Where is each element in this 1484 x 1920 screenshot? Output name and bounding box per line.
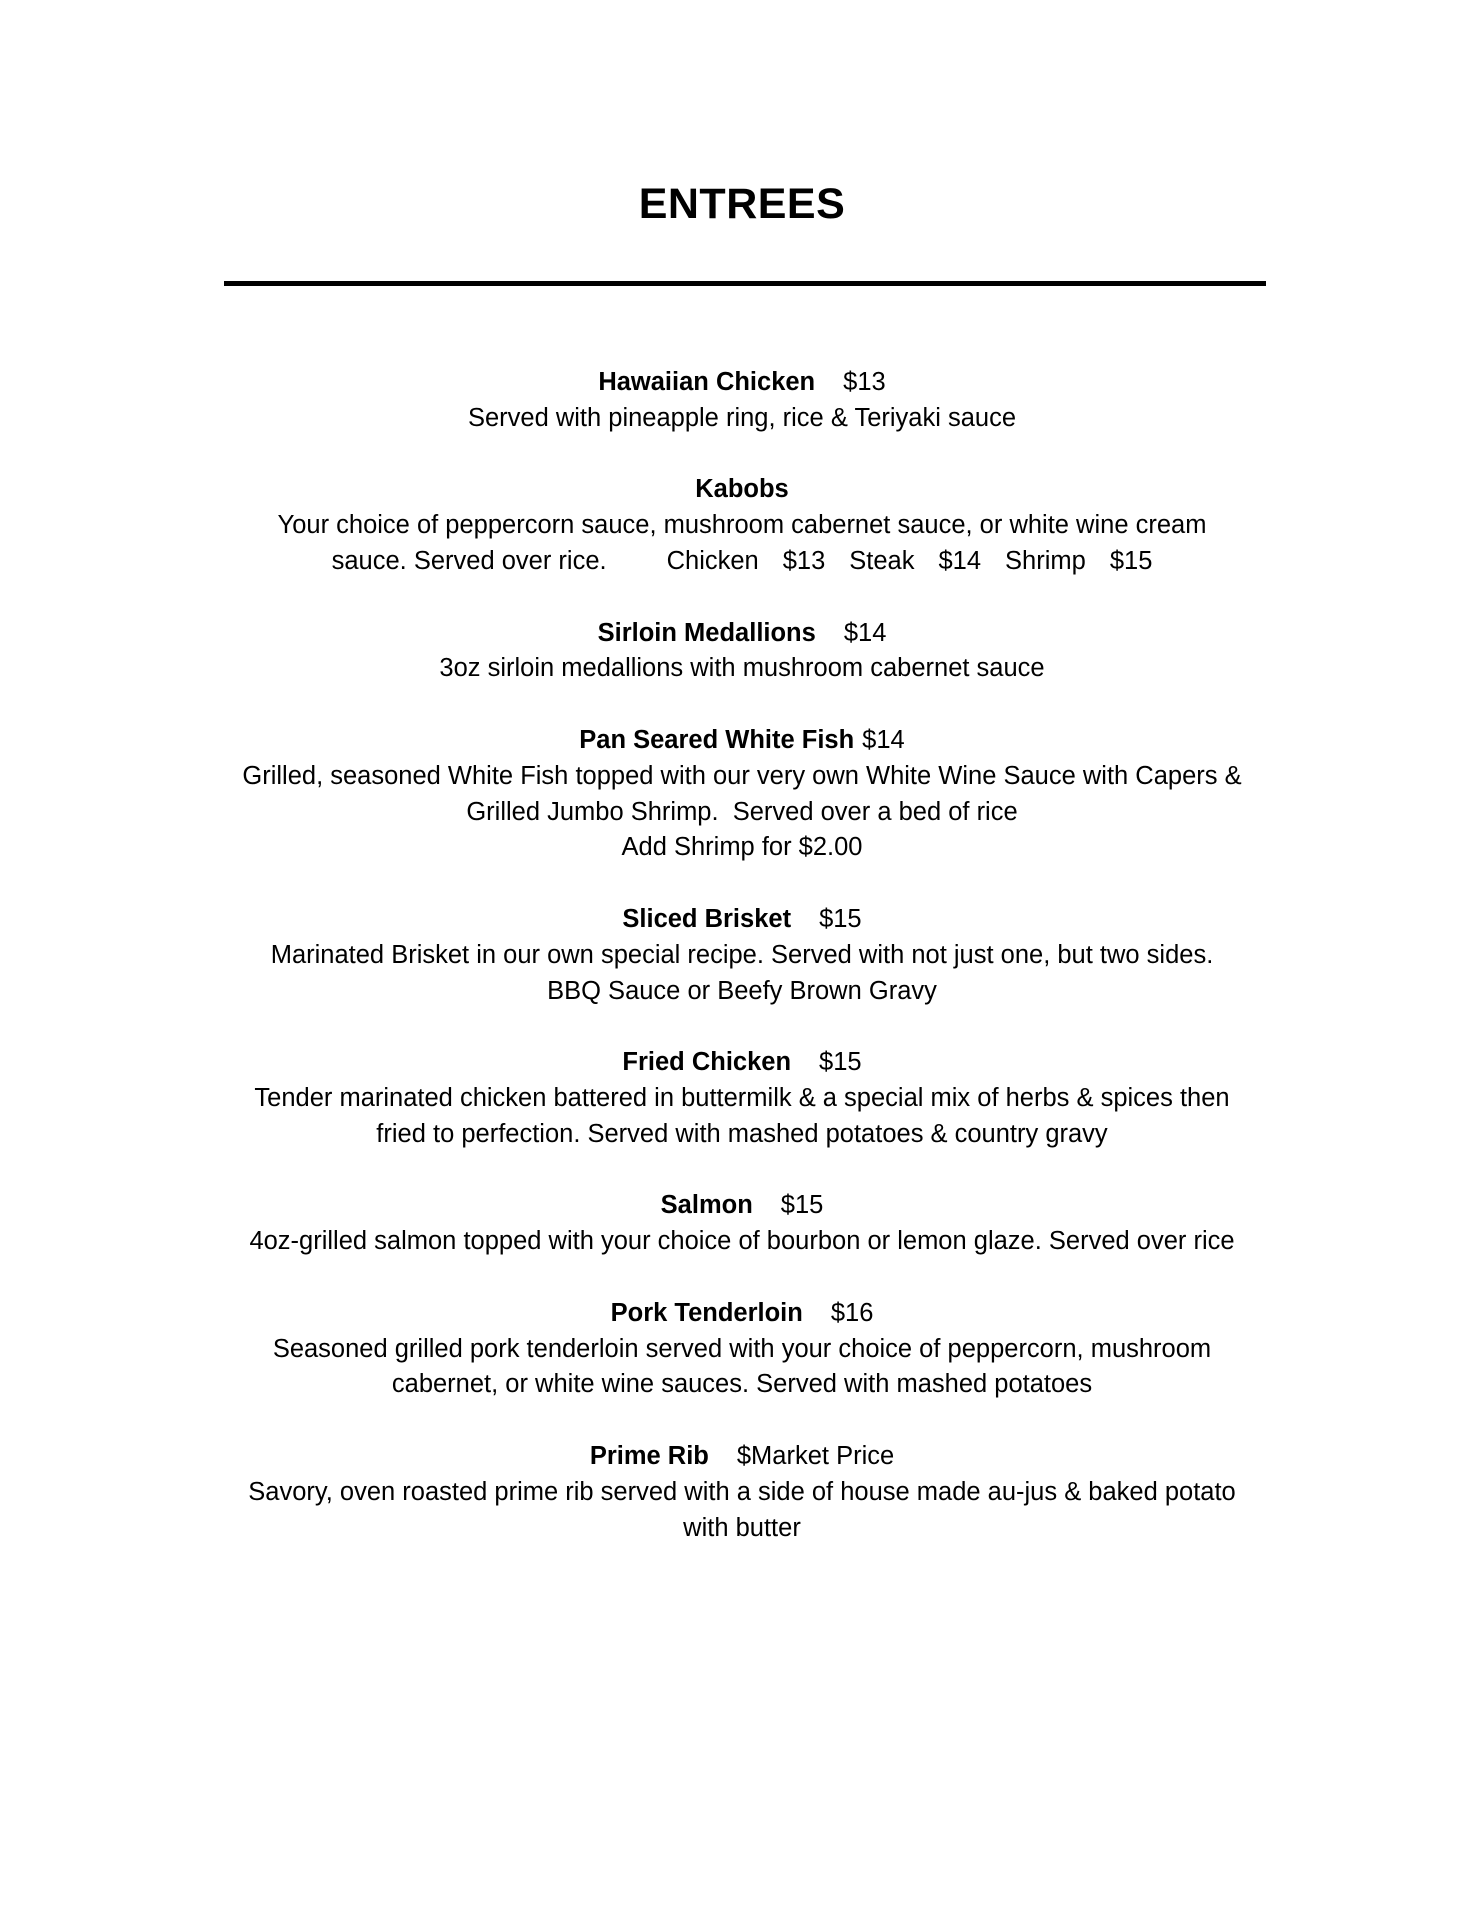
item-description: Marinated Brisket in our own special recipe. Served with not just one, but two sides. [270, 940, 1214, 969]
item-price: $15 [780, 1191, 824, 1220]
item-name: Pork Tenderloin [610, 1298, 803, 1327]
item-description: Savory, oven roasted prime rib served with a side of house made au-jus & baked potato [248, 1477, 1236, 1506]
item-description: with butter [683, 1513, 801, 1542]
item-description: cabernet, or white wine sauces. Served with mashed potatoes [391, 1370, 1093, 1399]
item-price: $15 [819, 1048, 862, 1077]
item-heading [200, 1045, 1284, 1081]
page-title: ENTREES [638, 180, 846, 228]
item-price: $13 [843, 368, 886, 396]
item-heading [200, 616, 1284, 652]
menu-item-sirloin-medallions [200, 616, 1284, 688]
title-underline [224, 281, 1266, 286]
item-description: Grilled, seasoned White Fish topped with our very own White Wine Sauce with Capers & [242, 761, 1242, 790]
item-name: Fried Chicken [622, 1048, 792, 1077]
option-label-chicken: Chicken [666, 546, 759, 575]
menu-item-prime-rib [200, 1439, 1284, 1546]
item-description: Grilled Jumbo Shrimp. Served over a bed of rice [466, 797, 1018, 826]
item-name: Sliced Brisket [622, 904, 792, 933]
item-name: Pan Seared White Fish [579, 725, 855, 754]
option-label-shrimp: Shrimp [1005, 546, 1086, 575]
menu-item-pan-seared-white-fish [200, 723, 1284, 866]
option-price-chicken: $13 [782, 546, 826, 575]
item-heading [200, 365, 1284, 401]
item-description: Seasoned grilled pork tenderloin served with your choice of peppercorn, mushroom [272, 1334, 1212, 1363]
item-heading [200, 1439, 1284, 1475]
item-addon: Add Shrimp for $2.00 [621, 833, 863, 862]
item-name: Hawaiian Chicken [598, 368, 816, 396]
menu-item-hawaiian-chicken [200, 365, 1284, 437]
item-heading [200, 902, 1284, 938]
item-price: $15 [819, 904, 862, 933]
item-name: Prime Rib [589, 1441, 709, 1470]
item-price: $14 [862, 725, 905, 754]
item-name: Kabobs [695, 475, 789, 504]
menu-item-pork-tenderloin [200, 1296, 1284, 1403]
item-heading [200, 1296, 1284, 1332]
option-label-steak: Steak [849, 546, 915, 575]
item-price: $16 [830, 1298, 874, 1327]
entree-list [200, 365, 1284, 1546]
item-description: sauce. Served over rice. [331, 546, 607, 575]
item-description: fried to perfection. Served with mashed potatoes & country gravy [376, 1119, 1108, 1148]
item-description: 3oz sirloin medallions with mushroom cabernet sauce [439, 654, 1045, 683]
item-description: Your choice of peppercorn sauce, mushroom cabernet sauce, or white wine cream [277, 511, 1207, 540]
item-heading [200, 1188, 1284, 1224]
item-description: Served with pineapple ring, rice & Teriyaki sauce [467, 403, 1017, 432]
item-name: Sirloin Medallions [597, 618, 816, 647]
menu-item-kabobs [200, 472, 1284, 579]
item-description: 4oz-grilled salmon topped with your choice of bourbon or lemon glaze. Served over rice [249, 1227, 1235, 1256]
item-description: Tender marinated chicken battered in buttermilk & a special mix of herbs & spices then [254, 1083, 1230, 1112]
option-price-steak: $14 [938, 546, 982, 575]
menu-item-sliced-brisket [200, 902, 1284, 1009]
item-heading [200, 723, 1284, 759]
item-description: BBQ Sauce or Beefy Brown Gravy [547, 976, 937, 1005]
item-price: $14 [843, 618, 887, 647]
menu-item-fried-chicken [200, 1045, 1284, 1152]
option-price-shrimp: $15 [1109, 546, 1153, 575]
item-description-options [200, 544, 1284, 580]
item-heading [200, 472, 1284, 508]
item-name: Salmon [660, 1191, 753, 1220]
menu-item-salmon [200, 1188, 1284, 1260]
item-price: $Market Price [736, 1441, 895, 1470]
